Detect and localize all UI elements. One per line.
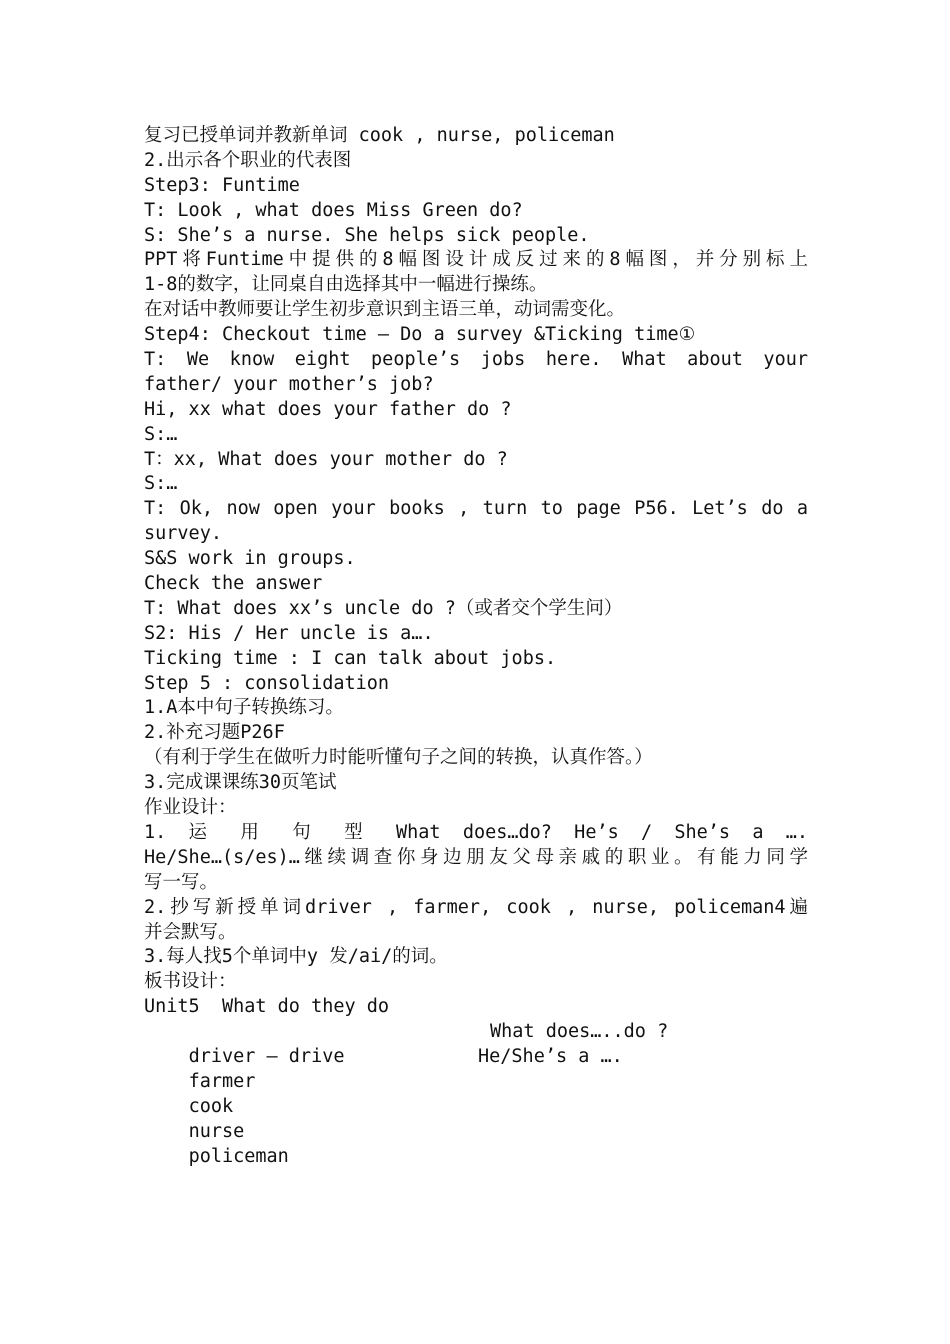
text-line: 3.每人找5个单词中y 发/ai/的词。	[144, 946, 448, 968]
board-row	[144, 1070, 808, 1117]
board-row	[144, 1120, 808, 1167]
text-line: 在对话中教师要让学生初步意识到主语三单，动词需变化。	[144, 299, 626, 321]
text-line: Check the answer	[144, 573, 323, 595]
text-line: T: We know eight people’s jobs here. What about your	[144, 349, 808, 371]
text-line: S: She’s a nurse. She helps sick people.	[144, 224, 590, 246]
section-heading: 板书设计：	[144, 971, 237, 993]
text-line: 1. 运 用 句 型 What does…do? He’s / She’s a ….	[144, 821, 808, 843]
step-heading: Step4: Checkout time — Do a survey &Ticking time①	[144, 324, 696, 346]
text-line: 1.A本中句子转换练习。	[144, 697, 344, 719]
board-row	[144, 1095, 808, 1142]
text-line: （有利于学生在做听力时能听懂句子之间的转换，认真作答。）	[144, 747, 653, 769]
board-title: Unit5 What do they do	[144, 996, 390, 1018]
section-heading: 作业设计：	[144, 797, 237, 819]
board-row	[144, 1045, 808, 1092]
board-right: What does…..do ?	[490, 1021, 669, 1043]
text-line: T: Ok, now open your books , turn to page P56. Let’s do a	[144, 498, 808, 520]
text-line: S&S work in groups.	[144, 548, 356, 570]
text-line: He/She…(s/es)…继续调查你身边朋友父母亲戚的职业。有能力同学	[144, 846, 808, 868]
board-left: farmer	[188, 1070, 256, 1092]
step-heading: Step 5 : consolidation	[144, 672, 390, 694]
board-left: driver — drive	[188, 1045, 345, 1067]
text-line: 2.抄写新授单词driver , farmer, cook , nurse, policeman4遍	[144, 896, 808, 918]
text-line: T：xx, What does your mother do ?	[144, 448, 508, 470]
text-line: S:…	[144, 423, 178, 445]
text-line: T: What does xx’s uncle do ?（或者交个学生问）	[144, 597, 623, 619]
text-line: 2.出示各个职业的代表图	[144, 149, 352, 171]
text-line: 并会默写。	[144, 921, 237, 943]
text-line: Hi, xx what does your father do ?	[144, 398, 512, 420]
text-line: S:…	[144, 473, 178, 495]
text-line: 写一写。	[144, 871, 219, 893]
text-line: S2: His / Her uncle is a….	[144, 622, 434, 644]
text-line: father/ your mother’s job?	[144, 373, 434, 395]
board-left: policeman	[188, 1145, 289, 1167]
board-right: He/She’s a ….	[478, 1045, 623, 1067]
text-line: 3.完成课课练30页笔试	[144, 772, 337, 794]
text-line: 2.补充习题P26F	[144, 722, 285, 744]
board-left: cook	[188, 1095, 234, 1117]
text-line: Ticking time : I can talk about jobs.	[144, 647, 557, 669]
step-heading: Step3: Funtime	[144, 174, 300, 196]
text-line: T: Look , what does Miss Green do?	[144, 199, 523, 221]
text-line: survey.	[144, 523, 222, 545]
board-left: nurse	[188, 1120, 245, 1142]
text-line: PPT将Funtime中提供的8幅图设计成反过来的8幅图，并分别标上	[144, 249, 808, 271]
text-line: 1-8的数字，让同桌自由选择其中一幅进行操练。	[144, 274, 548, 296]
text-line: 复习已授单词并教新单词 cook , nurse, policeman	[144, 125, 615, 146]
document-body	[144, 124, 808, 1167]
